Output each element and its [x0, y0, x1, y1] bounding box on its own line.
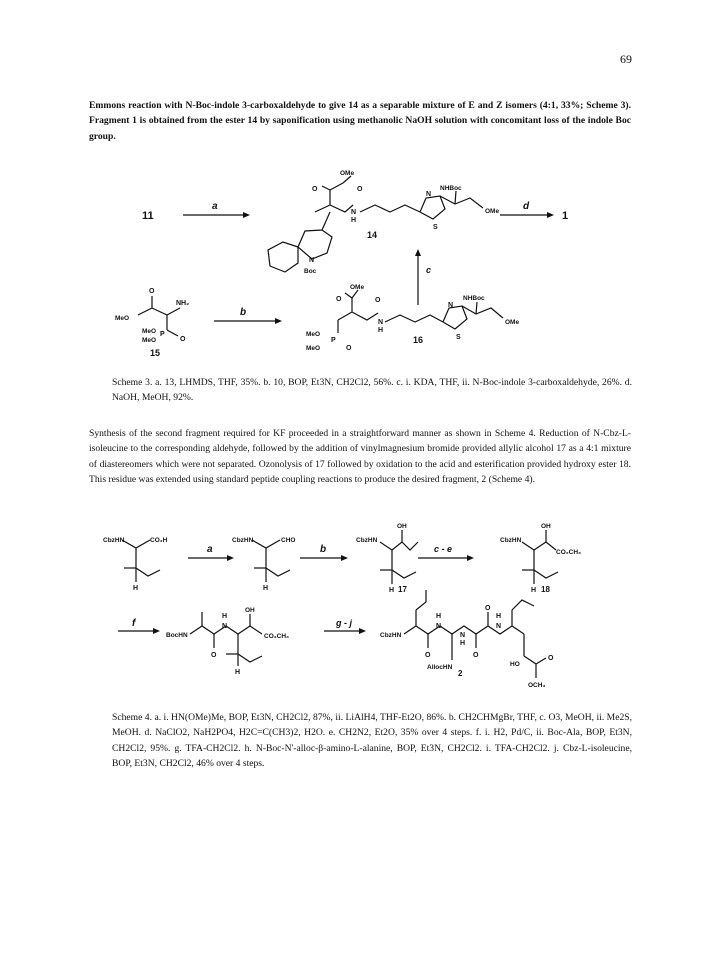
s4-arrow-f: f — [132, 618, 136, 629]
c15-meo1: MeO — [115, 315, 130, 322]
s4-dp-o: O — [211, 652, 217, 659]
c16-o2: O — [346, 345, 352, 352]
s4-compound-17-structure — [380, 530, 418, 584]
c15-o: O — [149, 288, 155, 295]
s4-boochn: BocHN — [166, 632, 188, 639]
c16-h: H — [378, 327, 384, 334]
s4-arrow-ce: c - e — [434, 544, 453, 554]
s4-c2-h3: H — [496, 613, 502, 620]
s4-c2-o3: O — [485, 605, 491, 612]
s4-cbzhn-2: CbzHN — [232, 537, 254, 544]
c15-p: P — [160, 331, 165, 338]
compound-14-label: 14 — [367, 230, 378, 240]
c14-o-right: O — [357, 186, 363, 193]
s4-arrow-gj: g - j — [336, 618, 352, 628]
c14-thiazole-s: S — [433, 224, 438, 231]
s4-co2ch3-18: CO₂CH₃ — [556, 549, 582, 556]
c16-o-left: O — [336, 296, 342, 303]
s4-dp-n: N — [222, 623, 228, 630]
s4-dp-h2: H — [235, 669, 241, 676]
arrow-b-label: b — [240, 307, 247, 318]
compound-11-label: 11 — [142, 210, 154, 222]
c16-thiazole-n: N — [448, 302, 454, 309]
s4-co2h: CO₂H — [150, 537, 168, 544]
c16-ome-right: OMe — [505, 319, 520, 326]
c15-nh2: NH₂ — [176, 300, 190, 307]
c16-thiazole-s: S — [456, 334, 461, 341]
c14-boc: Boc — [304, 268, 317, 275]
s4-c2-o2: O — [473, 652, 479, 659]
s4-h-3: H — [389, 587, 395, 594]
s4-oh-18: OH — [541, 523, 551, 530]
scheme-3-caption: Scheme 3. a. 13, LHMDS, THF, 35%. b. 10, BOP, Et3N, CH2Cl2, 56%. c. i. KDA, THF, ii. N-Boc-indole 3-carboxaldehyde, 26%. d. NaOH, MeOH, 92%. — [112, 377, 632, 404]
scheme-3-figure — [0, 0, 720, 380]
s4-cbzhn-3: CbzHN — [356, 537, 378, 544]
s4-compound-2-structure — [404, 590, 546, 678]
intro-paragraph: Emmons reaction with N-Boc-indole 3-carboxaldehyde to give 14 as a separable mixture of E and Z isomers (4:1, 33%; Scheme 3). Fragment 1 is obtained from the ester 14 by saponification using methanolic NaOH solution with concomitant loss of the indole Boc group. — [89, 100, 631, 142]
product-1-label: 1 — [562, 210, 569, 222]
s4-dp-co2ch3: CO₂CH₃ — [264, 633, 290, 640]
c14-thiazole-n: N — [426, 191, 432, 198]
s4-c2-n2: N — [460, 632, 466, 639]
s4-compound-17-label: 17 — [398, 585, 407, 594]
s4-dp-oh: OH — [245, 607, 255, 614]
s4-c2-allochn: AllocHN — [427, 664, 453, 671]
c14-ome-right: OMe — [485, 208, 500, 215]
body-paragraph: Synthesis of the second fragment required for KF proceeded in a straightforward manner as shown in Scheme 4. Reduction of N-Cbz-L-isoleucine to the corresponding aldehyde, followed by the addition of vinylmagnesium bromide provided allylic alcohol 17 as a 4:1 mixture of diastereomers which were not separated. Ozonolysis of 17 followed by oxidation to the acid and esterification provided hydroxy ester 18. This residue was extended using standard peptide coupling reactions to produce the desired fragment, 2 (Scheme 4). — [89, 428, 631, 486]
s4-dipeptide-structure — [190, 612, 262, 666]
s4-c2-h1: H — [436, 613, 442, 620]
s4-c2-n3: N — [496, 623, 502, 630]
s4-aldehyde-structure — [252, 540, 290, 582]
s4-arrow-b: b — [320, 544, 327, 555]
c16-o-right: O — [375, 297, 381, 304]
s4-h-2: H — [263, 585, 269, 592]
s4-arrow-a: a — [207, 544, 213, 555]
c16-ome: OMe — [350, 284, 365, 291]
s4-c2-och3: OCH₃ — [528, 682, 546, 689]
arrow-c-label: c — [426, 265, 432, 275]
c14-h: H — [351, 217, 357, 224]
c16-n: N — [378, 319, 384, 326]
c15-o2: O — [180, 336, 186, 343]
s4-cbzhn-1: CbzHN — [103, 537, 125, 544]
arrow-a-label: a — [212, 201, 218, 212]
page-number: 69 — [620, 52, 632, 66]
s4-oh-17: OH — [397, 523, 407, 530]
s4-c2-h2: H — [460, 640, 466, 647]
c16-nhboc: NHBoc — [463, 295, 485, 302]
c15-meo2: MeO — [142, 328, 157, 335]
c14-o-left: O — [312, 186, 318, 193]
s4-c2-cbzhn: CbzHN — [380, 632, 402, 639]
s4-cho: CHO — [281, 537, 296, 544]
s4-c2-n1: N — [436, 623, 442, 630]
s4-dp-h: H — [222, 613, 228, 620]
arrow-d-label: d — [523, 201, 530, 212]
compound-16-label: 16 — [413, 335, 424, 345]
s4-h-4: H — [531, 587, 537, 594]
c14-nhboc: NHBoc — [440, 185, 462, 192]
compound-15-label: 15 — [150, 348, 161, 358]
c16-meo1: MeO — [306, 331, 321, 338]
c16-meo2: MeO — [306, 345, 321, 352]
s4-compound-2-label: 2 — [458, 669, 463, 678]
s4-c2-o4: O — [548, 655, 554, 662]
s4-h-1: H — [133, 585, 139, 592]
s4-c2-ho: HO — [510, 661, 520, 668]
c14-n: N — [351, 209, 357, 216]
s4-cbzhn-4: CbzHN — [500, 537, 522, 544]
c15-meo3: MeO — [142, 337, 157, 344]
scheme4-arrows — [118, 555, 474, 634]
scheme-4-caption: Scheme 4. a. i. HN(OMe)Me, BOP, Et3N, CH2Cl2, 87%, ii. LiAlH4, THF-Et2O, 86%. b. CH2CHMgBr, THF, c. O3, MeOH, ii. Me2S, MeOH. d. NaClO2, NaH2PO4, H2C=C(CH3)2, H2O. e. CH2N2, Et2O, 35% over 4 steps. f. i. H2, Pd/C, ii. Boc-Ala, BOP, Et3N, CH2Cl2, 95%. g. TFA-CH2Cl2. h. N-Boc-N'-alloc-β-amino-L-alanine, BOP, Et3N, CH2Cl2. i. TFA-CH2Cl2. j. Cbz-L-isoleucine, BOP, Et3N, CH2Cl2, 46% over 4 steps. — [112, 712, 632, 770]
c14-indole-n: N — [309, 257, 315, 264]
s4-compound-18-structure — [522, 530, 558, 584]
c16-p: P — [331, 337, 336, 344]
s4-cbz-ile-structure — [122, 540, 160, 582]
scheme-4-figure — [0, 520, 720, 700]
s4-compound-18-label: 18 — [541, 585, 550, 594]
c14-ome-top: OMe — [340, 170, 355, 177]
s4-c2-o1: O — [425, 652, 431, 659]
scheme3-arrows — [183, 212, 554, 324]
